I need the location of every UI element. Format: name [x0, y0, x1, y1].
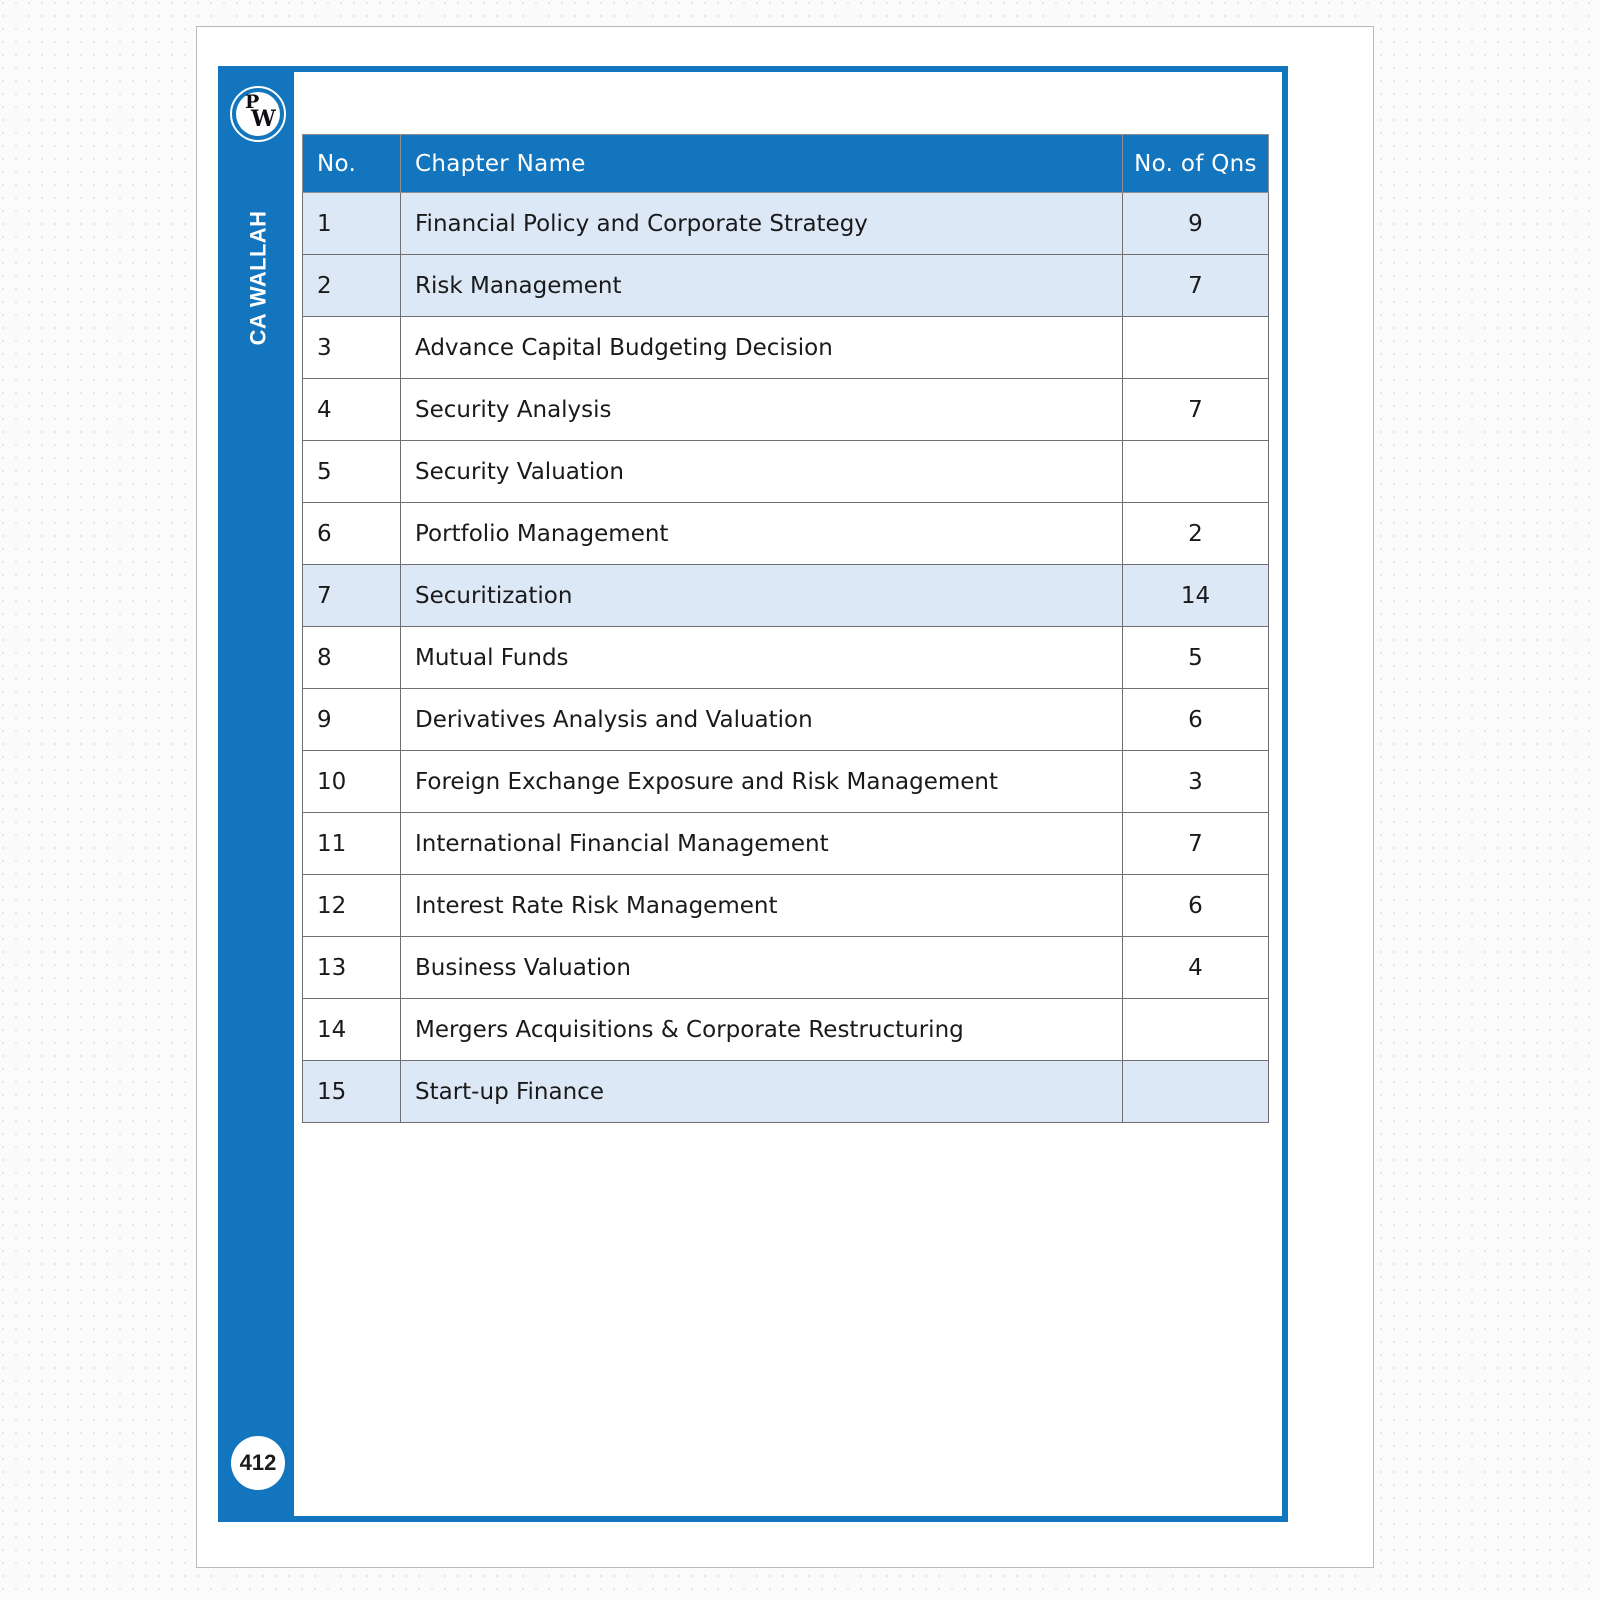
table-row: [303, 875, 1269, 937]
cell-chapter-name: Start-up Finance: [401, 1061, 1123, 1123]
cell-no-of-qns: 7: [1123, 813, 1269, 875]
cell-no-of-qns: 9: [1123, 193, 1269, 255]
cell-no: 2: [303, 255, 401, 317]
cell-no-of-qns: 7: [1123, 379, 1269, 441]
brand-name-label: CA WALLAH: [245, 210, 271, 346]
brand-name: [218, 158, 298, 398]
cell-no: 3: [303, 317, 401, 379]
brand-spine: [218, 66, 298, 1522]
cell-chapter-name: International Financial Management: [401, 813, 1123, 875]
cell-chapter-name: Securitization: [401, 565, 1123, 627]
table-row: [303, 565, 1269, 627]
column-header-chapter: Chapter Name: [401, 135, 1123, 193]
cell-no: 15: [303, 1061, 401, 1123]
cell-chapter-name: Security Analysis: [401, 379, 1123, 441]
cell-no: 7: [303, 565, 401, 627]
cell-no: 13: [303, 937, 401, 999]
chapter-summary-table: [302, 134, 1269, 1123]
cell-no: 9: [303, 689, 401, 751]
column-header-qns: No. of Qns: [1123, 135, 1269, 193]
cell-no: 10: [303, 751, 401, 813]
cell-chapter-name: Portfolio Management: [401, 503, 1123, 565]
column-header-no: No.: [303, 135, 401, 193]
table-row: [303, 255, 1269, 317]
table-row: [303, 317, 1269, 379]
table-body: [303, 193, 1269, 1123]
cell-no-of-qns: 5: [1123, 627, 1269, 689]
cell-chapter-name: Risk Management: [401, 255, 1123, 317]
table-row: [303, 751, 1269, 813]
cell-no-of-qns: [1123, 317, 1269, 379]
cell-no-of-qns: 3: [1123, 751, 1269, 813]
cell-chapter-name: Mutual Funds: [401, 627, 1123, 689]
cell-no: 11: [303, 813, 401, 875]
cell-no-of-qns: [1123, 999, 1269, 1061]
cell-no: 1: [303, 193, 401, 255]
cell-chapter-name: Mergers Acquisitions & Corporate Restructuring: [401, 999, 1123, 1061]
cell-no-of-qns: 4: [1123, 937, 1269, 999]
cell-no-of-qns: [1123, 441, 1269, 503]
cell-no-of-qns: 14: [1123, 565, 1269, 627]
cell-no-of-qns: 6: [1123, 875, 1269, 937]
table-row: [303, 813, 1269, 875]
logo-letters: [236, 92, 280, 136]
table-row: [303, 689, 1269, 751]
table-row: [303, 441, 1269, 503]
cell-chapter-name: Advance Capital Budgeting Decision: [401, 317, 1123, 379]
logo-letter-p: P: [245, 91, 260, 113]
cell-chapter-name: Interest Rate Risk Management: [401, 875, 1123, 937]
table-row: [303, 379, 1269, 441]
cell-no: 12: [303, 875, 401, 937]
page-number-badge: [231, 1436, 285, 1490]
cell-no: 4: [303, 379, 401, 441]
cell-chapter-name: Financial Policy and Corporate Strategy: [401, 193, 1123, 255]
table-header-row: [303, 135, 1269, 193]
table-row: [303, 503, 1269, 565]
cell-no: 8: [303, 627, 401, 689]
pw-logo: [230, 86, 286, 142]
cell-no: 6: [303, 503, 401, 565]
cell-no-of-qns: 7: [1123, 255, 1269, 317]
table-row: [303, 999, 1269, 1061]
cell-chapter-name: Derivatives Analysis and Valuation: [401, 689, 1123, 751]
cell-no: 5: [303, 441, 401, 503]
cell-no-of-qns: 2: [1123, 503, 1269, 565]
table-row: [303, 1061, 1269, 1123]
cell-chapter-name: Foreign Exchange Exposure and Risk Management: [401, 751, 1123, 813]
table-row: [303, 627, 1269, 689]
cell-chapter-name: Security Valuation: [401, 441, 1123, 503]
cell-no-of-qns: [1123, 1061, 1269, 1123]
cell-no: 14: [303, 999, 401, 1061]
table-row: [303, 193, 1269, 255]
cell-no-of-qns: 6: [1123, 689, 1269, 751]
page-number-label: 412: [239, 1450, 277, 1475]
cell-chapter-name: Business Valuation: [401, 937, 1123, 999]
logo-letter-w: W: [251, 106, 276, 132]
table-row: [303, 937, 1269, 999]
